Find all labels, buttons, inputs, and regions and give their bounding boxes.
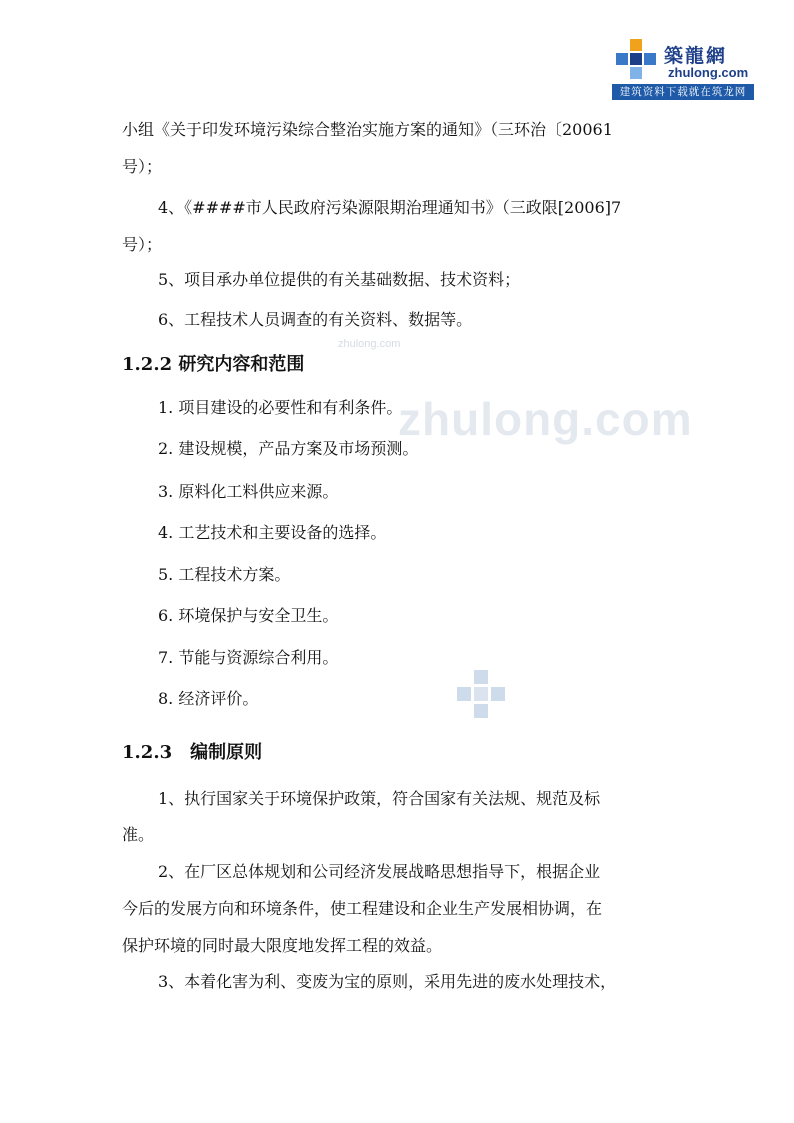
principle-1-line-1: 1、执行国家关于环境保护政策，符合国家有关法规、规范及标	[158, 789, 601, 808]
watermark-text: zhulong.com	[398, 393, 693, 445]
intro-line-1: 小组《关于印发环境污染综合整治实施方案的通知》（三环治〔20061	[122, 120, 613, 139]
section-heading-1-2-2: 1.2.2 研究内容和范围	[122, 354, 305, 375]
principle-3-line-1: 3、本着化害为利、变废为宝的原则，采用先进的废水处理技术，	[158, 972, 617, 991]
intro-line-2: 号）；	[122, 157, 163, 176]
logo-emblem-icon	[616, 39, 656, 79]
principle-2-line-1: 2、在厂区总体规划和公司经济发展战略思想指导下，根据企业	[158, 862, 601, 881]
scope-item: 2. 建设规模，产品方案及市场预测。	[158, 439, 419, 458]
logo-slogan: 建筑资料下载就在筑龙网	[612, 84, 754, 100]
principle-2-line-2: 今后的发展方向和环境条件，使工程建设和企业生产发展相协调，在	[122, 899, 603, 918]
scope-item: 7. 节能与资源综合利用。	[158, 648, 339, 667]
scope-item: 6. 环境保护与安全卫生。	[158, 606, 339, 625]
section-heading-1-2-3: 1.2.3 编制原则	[122, 742, 263, 763]
reference-item-6: 6、工程技术人员调查的有关资料、数据等。	[158, 310, 473, 329]
scope-item: 3. 原料化工料供应来源。	[158, 482, 339, 501]
principle-1-line-2: 准。	[122, 825, 155, 844]
watermark-emblem-icon	[455, 668, 507, 720]
scope-item: 4. 工艺技术和主要设备的选择。	[158, 523, 387, 542]
scope-item: 5. 工程技术方案。	[158, 565, 291, 584]
reference-item-4-line-2: 号）；	[122, 235, 163, 254]
principle-2-line-3: 保护环境的同时最大限度地发挥工程的效益。	[122, 936, 443, 955]
scope-item: 1. 项目建设的必要性和有利条件。	[158, 398, 403, 417]
watermark-small: zhulong.com	[338, 338, 401, 350]
zhulong-logo	[612, 36, 754, 102]
reference-item-4-line-1: 4、《####市人民政府污染源限期治理通知书》（三政限[2006]7	[158, 198, 622, 217]
reference-item-5: 5、项目承办单位提供的有关基础数据、技术资料；	[158, 270, 521, 289]
scope-item: 8. 经济评价。	[158, 689, 259, 708]
logo-site-name: zhulong.com	[668, 65, 749, 80]
logo-chinese-name: 築龍網	[664, 45, 728, 67]
